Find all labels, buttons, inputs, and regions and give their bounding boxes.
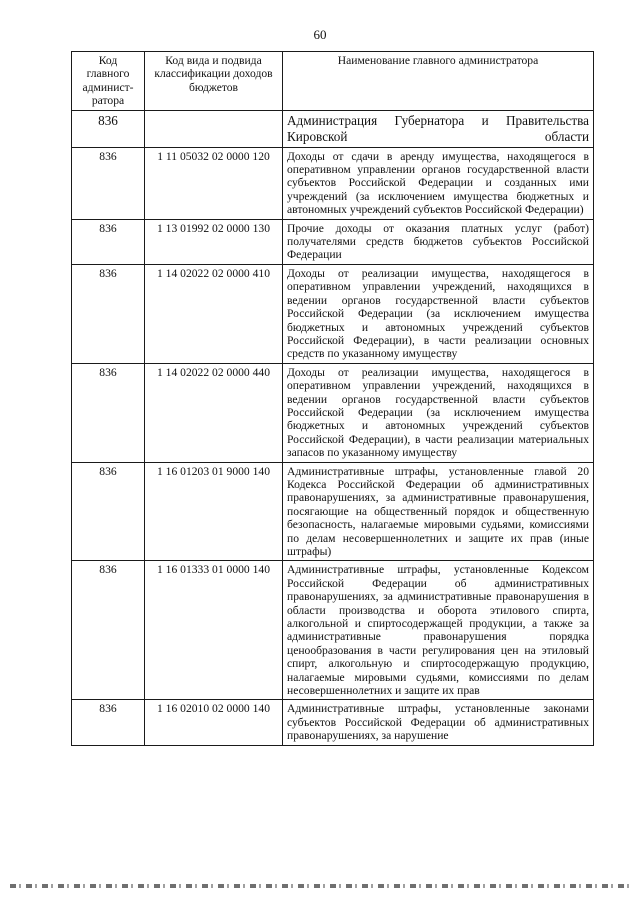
row-kbk: 1 14 02022 02 0000 440	[145, 363, 283, 462]
row-kbk: 1 16 01333 01 0000 140	[145, 561, 283, 700]
row-kbk: 1 14 02022 02 0000 410	[145, 264, 283, 363]
header-admin-name: Наименование главного администратора	[283, 52, 594, 111]
row-name: Административные штрафы, установленные законами субъектов Российской Федерации об административных правонарушениях, за нарушение	[283, 700, 594, 745]
admin-kbk-empty	[145, 110, 283, 147]
page-number: 60	[313, 27, 327, 42]
table-row	[72, 219, 594, 264]
row-code: 836	[72, 219, 145, 264]
row-name: Доходы от сдачи в аренду имущества, находящегося в оперативном управлении органов государственной власти субъектов Российской Федерации и созданных ими учреждений (за исключением имущества бюджетных и автономных учреждений субъектов Российской Федерации)	[283, 147, 594, 219]
table-row	[72, 700, 594, 745]
table-row	[72, 147, 594, 219]
row-code: 836	[72, 264, 145, 363]
table-row	[72, 363, 594, 462]
table-row	[72, 462, 594, 561]
row-name: Административные штрафы, установленные Кодексом Российской Федерации об административных правонарушениях, за административные правонарушения в области производства и оборота этилового спирта, алкогольной и спиртосодержащей продукции, а также за административные правонарушения порядка ценообразования в части регулирования цен на этиловый спирт, алкогольную и спиртосодержащую продукцию, налагаемые мировыми судьями, комиссиями по делам несовершеннолетних и защите их прав	[283, 561, 594, 700]
table-row	[72, 561, 594, 700]
row-kbk: 1 13 01992 02 0000 130	[145, 219, 283, 264]
table-row	[72, 264, 594, 363]
admin-row	[72, 110, 594, 147]
row-code: 836	[72, 462, 145, 561]
scan-edge-artifact	[10, 884, 630, 888]
row-code: 836	[72, 561, 145, 700]
row-code: 836	[72, 147, 145, 219]
admin-code: 836	[72, 110, 145, 147]
row-code: 836	[72, 363, 145, 462]
row-code: 836	[72, 700, 145, 745]
row-name: Административные штрафы, установленные главой 20 Кодекса Российской Федерации об административных правонарушениях, за административные правонарушения, посягающие на общественный порядок и общественную безопасность, налагаемые мировыми судьями, комиссиями по делам несовершеннолетних и защите их прав (иные штрафы)	[283, 462, 594, 561]
admin-name: Администрация Губернатора и Правительства Кировской области	[283, 110, 594, 147]
income-classification-table	[71, 51, 594, 746]
row-kbk: 1 16 02010 02 0000 140	[145, 700, 283, 745]
header-admin-code: Код главного админист-ратора	[72, 52, 145, 111]
header-kbk: Код вида и подвида классификации доходов бюджетов	[145, 52, 283, 111]
row-name: Доходы от реализации имущества, находящегося в оперативном управлении учреждений, находящихся в ведении органов государственной власти субъектов Российской Федерации (за исключением имущества бюджетных и автономных учреждений субъектов Российской Федерации), в части реализации материальных запасов по указанному имуществу	[283, 363, 594, 462]
row-name: Прочие доходы от оказания платных услуг (работ) получателями средств бюджетов субъектов Российской Федерации	[283, 219, 594, 264]
row-name: Доходы от реализации имущества, находящегося в оперативном управлении учреждений, находящихся в ведении органов государственной власти субъектов Российской Федерации (за исключением имущества бюджетных и автономных учреждений субъектов Российской Федерации), в части реализации основных средств по указанному имуществу	[283, 264, 594, 363]
row-kbk: 1 11 05032 02 0000 120	[145, 147, 283, 219]
table-header-row	[72, 52, 594, 111]
row-kbk: 1 16 01203 01 9000 140	[145, 462, 283, 561]
